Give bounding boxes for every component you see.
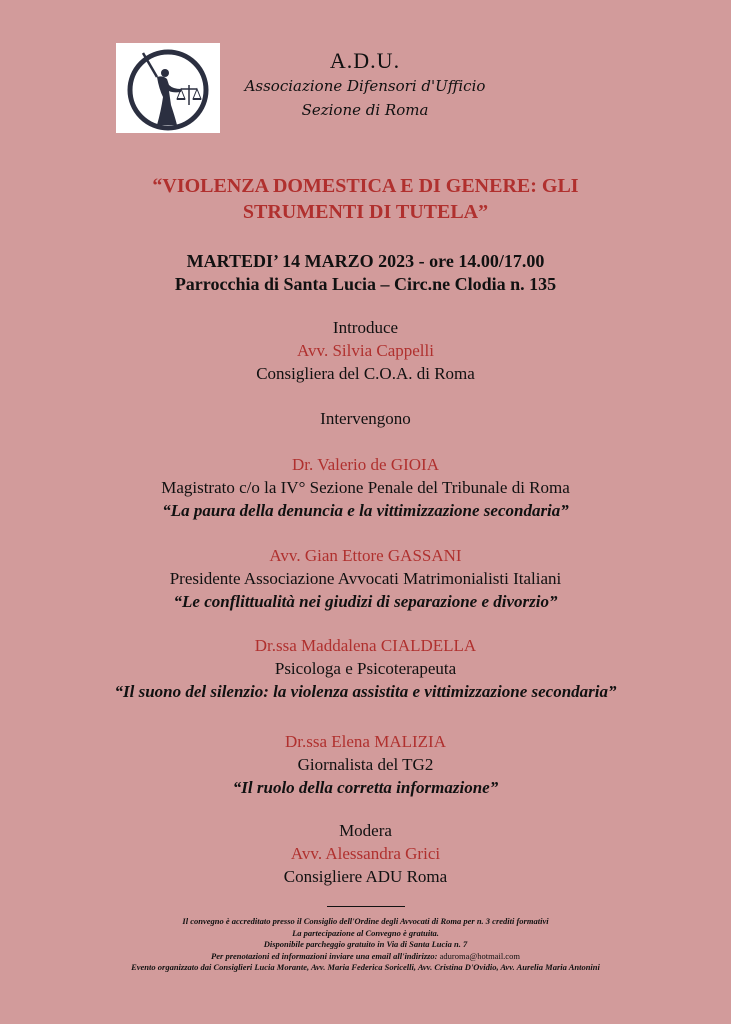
event-title [0,173,731,225]
speaker-talk: “Il suono del silenzio: la violenza assistita e vittimizzazione secondaria” [114,682,617,701]
speaker-talk: “Il ruolo della corretta informazione” [232,778,499,797]
moderator-section [0,819,731,888]
speaker-2 [0,544,731,613]
speaker-role: Giornalista del TG2 [297,755,434,774]
footer-parking: Disponibile parcheggio gratuito in Via di Santa Lucia n. 7 [263,939,468,949]
speaker-name: Dr.ssa Elena MALIZIA [285,732,446,751]
moderator-name: Avv. Alessandra Grici [290,844,441,863]
speaker-talk: “Le conflittualità nei giudizi di separazione e divorzio” [173,592,558,611]
speaker-3 [0,634,731,703]
speakers-label: Intervengono [320,409,411,428]
adu-logo [116,43,220,133]
footer-organizers: Evento organizzato dai Consiglieri Lucia Morante, Avv. Maria Federica Soricelli, Avv. Cristina D'Ovidio, Avv. Aurelia Maria Antonini [131,962,600,972]
event-date-time: MARTEDI’ 14 MARZO 2023 - ore 14.00/17.00 [186,251,545,271]
org-full-name: Associazione Difensori d'Ufficio [244,77,486,95]
speaker-talk: “La paura della denuncia e la vittimizzazione secondaria” [162,501,569,520]
speaker-1 [0,453,731,522]
introduce-section [0,316,731,385]
event-location: Parrocchia di Santa Lucia – Circ.ne Clodia n. 135 [174,274,557,294]
event-details [0,250,731,296]
footer-contact-text: Per prenotazioni ed informazioni inviare una email all'indirizzo: [211,950,438,961]
footer-free: La partecipazione al Convegno è gratuita. [292,927,439,938]
speaker-role: Psicologa e Psicoterapeuta [274,659,457,678]
org-section: Sezione di Roma [301,101,429,119]
speaker-name: Dr.ssa Maddalena CIALDELLA [254,636,477,655]
speaker-role: Magistrato c/o la IV° Sezione Penale del Tribunale di Roma [161,478,570,497]
speaker-4 [0,730,731,799]
introducer-name: Avv. Silvia Cappelli [297,341,434,360]
footer-notes [0,916,731,974]
org-name: A.D.U. [329,48,401,73]
title-line-1: “VIOLENZA DOMESTICA E DI GENERE: GLI [152,175,579,197]
footer-contact [0,951,731,963]
lady-justice-icon [123,45,213,131]
speaker-name: Avv. Gian Ettore GASSANI [269,546,462,565]
introducer-role: Consigliera del C.O.A. di Roma [256,364,475,383]
speaker-role: Presidente Associazione Avvocati Matrimonialisti Italiani [169,569,562,588]
organization-header [240,48,490,122]
moderator-role: Consigliere ADU Roma [283,867,448,886]
footer-divider [327,906,405,907]
footer-credits: Il convegno è accreditato presso il Consiglio dell'Ordine degli Avvocati di Roma per n. 3 crediti formativi [182,916,549,926]
contact-email: aduroma@hotmail.com [439,950,520,961]
introduce-label: Introduce [332,318,399,337]
moderator-label: Modera [339,821,392,840]
title-line-2: STRUMENTI DI TUTELA” [242,201,489,223]
speaker-name: Dr. Valerio de GIOIA [292,455,439,474]
